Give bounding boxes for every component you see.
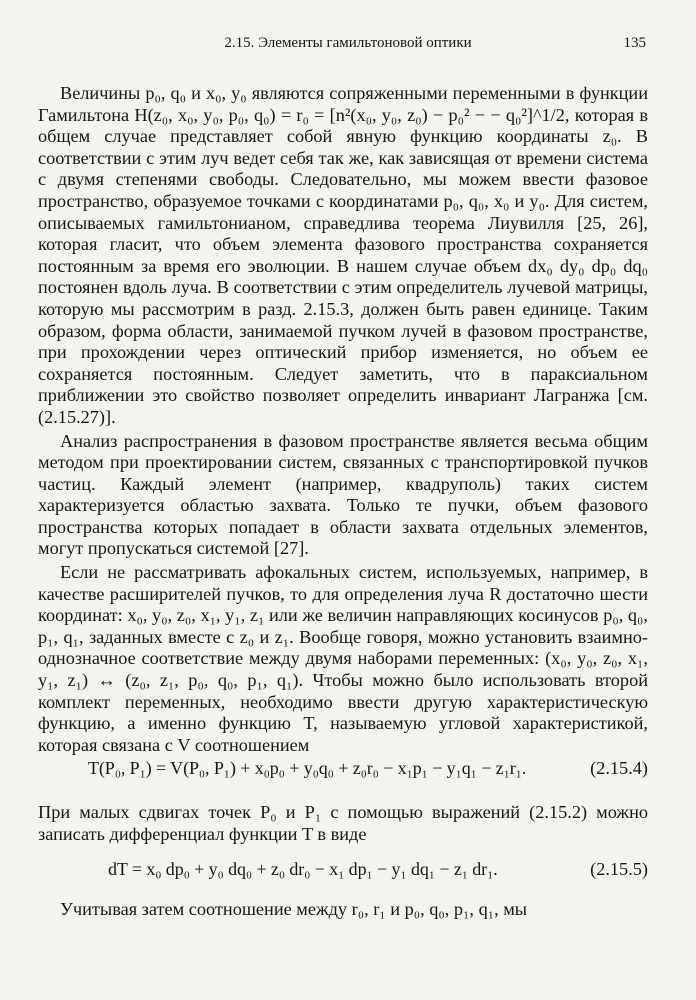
paragraph-1: Величины p₀, q₀ и x₀, y₀ являются сопряженными переменными в функции Гамильтона H(z₀, x₀, y₀, p₀, q₀) = r₀ = [n²(x₀, y₀, z₀) − p₀² − − q₀²]^1/2, которая в общем случае представляет собой явную функцию координаты z₀. В соответствии с этим луч ведет себя так же, как зависящая от времени система с двумя степенями свободы. Следовательно, мы можем ввести фазовое пространство, образуемое точками с координатами p₀, q₀, x₀ и y₀. Для систем, описываемых гамильтонианом, справедлива теорема Лиувилля [25, 26], которая гласит, что объем элемента фазового пространства сохраняется постоянным за время его эволюции. В нашем случае объем dx₀ dy₀ dp₀ dq₀ постоянен вдоль луча. В соответствии с этим определитель лучевой матрицы, которую мы рассмотрим в разд. 2.15.3, должен быть равен единице. Таким образом, форма области, занимаемой пучком лучей в фазовом пространстве, при прохождении через оптический прибор изменяется, но объем ее сохраняется постоянным. Следует заметить, что в параксиальном приближении это свойство позволяет определить инвариант Лагранжа [см. (2.15.27)]. [38, 83, 648, 427]
paragraph-3: Если не рассматривать афокальных систем, используемых, например, в качестве расширителей пучков, то для определения луча R достаточно шести координат: x₀, y₀, z₀, x₁, y₁, z₁ или же величин направляющих косинусов p₀, q₀, p₁, q₁, заданных вместе с z₀ и z₁. Вообще говоря, можно установить взаимно-однозначное соответствие между двумя наборами переменных: (x₀, y₀, z₀, x₁, y₁, z₁) ↔ (z₀, z₁, p₀, q₀, p₁, q₁). Чтобы можно было использовать второй комплект переменных, необходимо ввести другую характеристическую функцию, а именно функцию T, называемую угловой характеристикой, которая связана с V соотношением [38, 562, 648, 755]
paragraph-2: Анализ распространения в фазовом пространстве является весьма общим методом при проектировании систем, связанных с транспортировкой пучков частиц. Каждый элемент (например, квадруполь) таких систем характеризуется областью захвата. Только те пучки, объем фазового пространства которых попадает в области захвата отдельных элементов, могут пропускаться системой [27]. [38, 430, 648, 559]
equation-formula: dT = x₀ dp₀ + y₀ dq₀ + z₀ dr₀ − x₁ dp₁ − y₁ dq₁ − z₁ dr₁. [108, 859, 498, 880]
paragraph-5: Учитывая затем соотношение между r₀, r₁ и p₀, q₀, p₁, q₁, мы [60, 898, 528, 919]
equation-formula: T(P₀, P₁) = V(P₀, P₁) + x₀p₀ + y₀q₀ + z₀r₀ − x₁p₁ − y₁q₁ − z₁r₁. [88, 758, 527, 779]
page-body [38, 83, 648, 920]
equation-2-15-4 [38, 758, 648, 780]
running-header [0, 33, 696, 55]
paragraph-4: При малых сдвигах точек P₀ и P₁ с помощью выражений (2.15.2) можно записать дифференциал функции T в виде [38, 802, 648, 844]
equation-2-15-5 [38, 859, 648, 881]
equation-number: (2.15.4) [590, 758, 648, 779]
equation-number: (2.15.5) [590, 859, 648, 880]
page-number: 135 [623, 35, 646, 51]
section-title: 2.15. Элементы гамильтоновой оптики [224, 35, 472, 51]
